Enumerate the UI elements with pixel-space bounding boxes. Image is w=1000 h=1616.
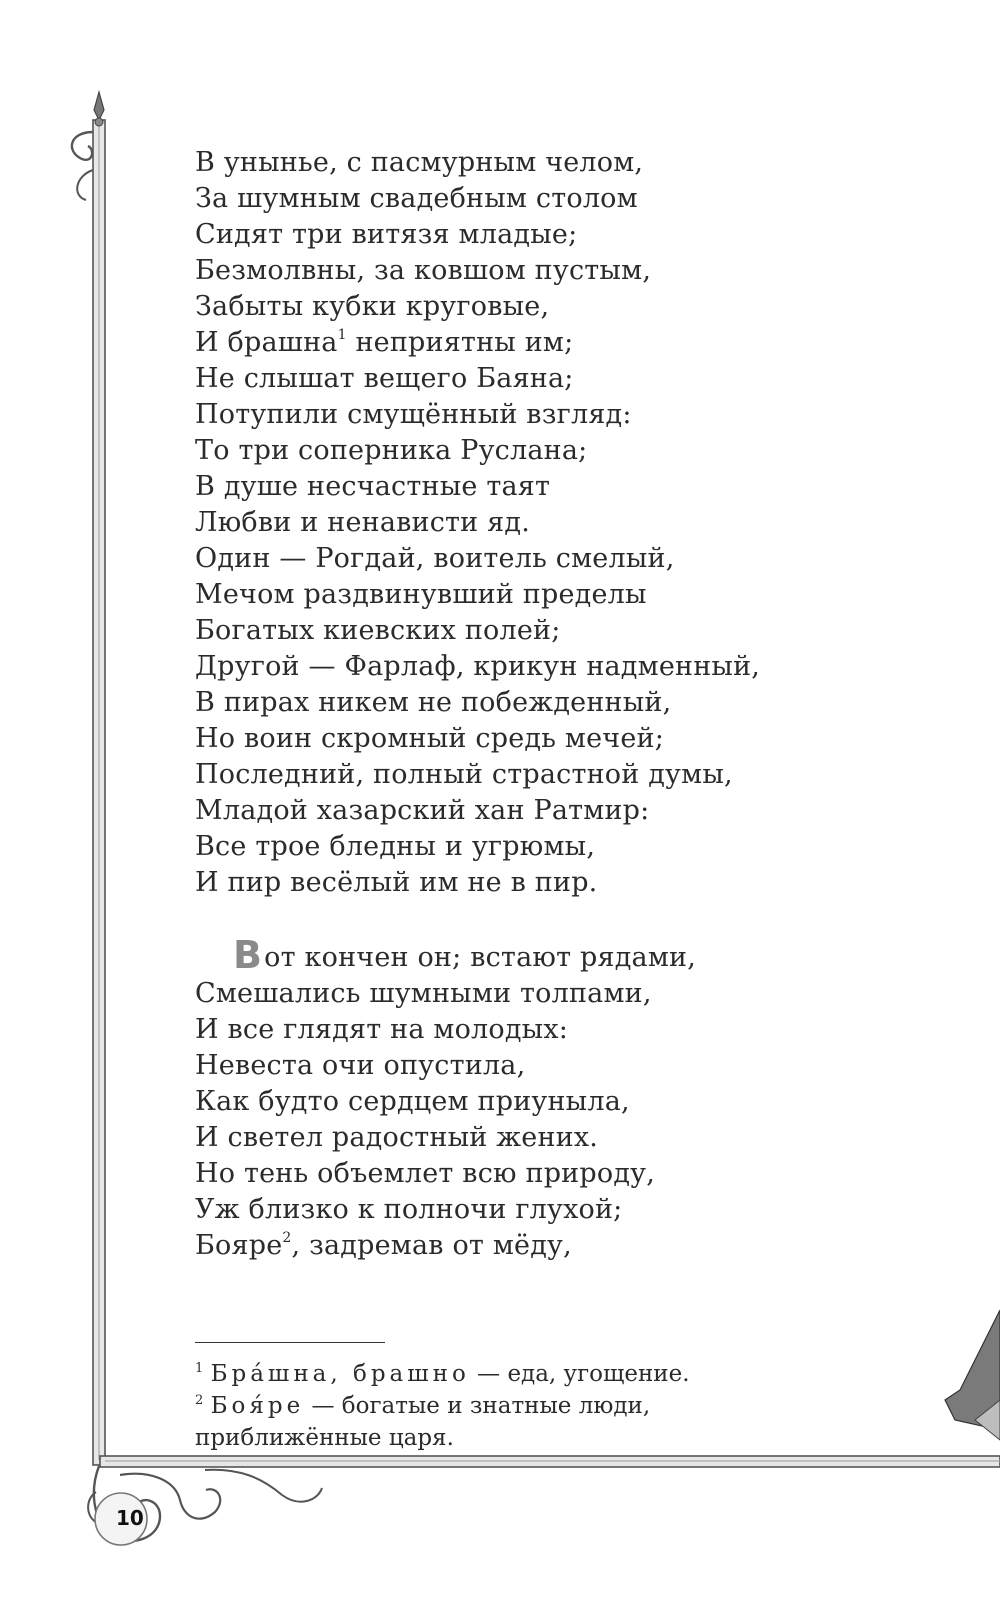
footnote-ref: 2 [282,1230,292,1246]
poem-line-part: И брашна [195,327,338,358]
poem-line: Потупили смущённый взгляд: [195,399,632,430]
poem-line: Но тень объемлет всю природу, [195,1158,656,1189]
footnote-term: Боя́ре [210,1393,305,1419]
poem-line: То три соперника Руслана; [195,435,588,466]
poem-line: Уж близко к полночи глухой; [195,1194,623,1225]
poem-line: Смешались шумными толпами, [195,978,652,1009]
footnote-definition: — богатые и знатные люди, [304,1393,651,1419]
poem-line-drop-cap [195,933,875,977]
poem-line: Все трое бледны и угрюмы, [195,831,596,862]
poem-line: И пир весёлый им не в пир. [195,867,598,898]
footnote-divider [195,1342,385,1343]
stanza-gap [195,901,875,937]
poem-text [195,145,875,1264]
poem-line: В унынье, с пасмурным челом, [195,147,644,178]
poem-line: В душе несчастные таят [195,471,551,502]
poem-line: Один — Рогдай, воитель смелый, [195,543,675,574]
footnote-marker: 1 [195,1361,204,1376]
footnotes [195,1358,835,1454]
poem-line: За шумным свадебным столом [195,183,638,214]
poem-line: Сидят три витязя младые; [195,219,578,250]
poem-line: Богатых киевских полей; [195,615,561,646]
footnote-ref: 1 [337,327,347,343]
poem-line-part: Бояре [195,1230,283,1261]
footnote-1 [195,1358,835,1390]
footnote-term: Бра́шна, брашно [210,1361,470,1387]
poem-line: Не слышат вещего Баяна; [195,363,574,394]
poem-line-part: от кончен он; встают рядами, [264,942,697,973]
poem-line: Забыты кубки круговые, [195,291,550,322]
footnote-2-continuation: приближённые царя. [195,1425,454,1451]
poem-line: Любви и ненависти яд. [195,507,530,538]
poem-line: Но воин скромный средь мечей; [195,723,665,754]
poem-line: Младой хазарский хан Ратмир: [195,795,650,826]
poem-line: Другой — Фарлаф, крикун надменный, [195,651,761,682]
poem-line: В пирах никем не побежденный, [195,687,672,718]
poem-line-part: , задремав от мёду, [291,1230,572,1261]
poem-line-with-footnote [195,1228,875,1264]
poem-line: И светел радостный жених. [195,1122,599,1153]
poem-line: Безмолвны, за ковшом пустым, [195,255,652,286]
poem-line: Последний, полный страстной думы, [195,759,733,790]
footnote-2 [195,1390,835,1422]
poem-line-with-footnote [195,325,875,361]
page-number: 10 [116,1506,144,1530]
poem-line-part: неприятны им; [346,327,574,358]
poem-line: Невеста очи опустила, [195,1050,526,1081]
poem-line: И все глядят на молодых: [195,1014,569,1045]
poem-line: Как будто сердцем приуныла, [195,1086,630,1117]
footnote-definition: — еда, угощение. [469,1361,690,1387]
poem-line: Мечом раздвинувший пределы [195,579,647,610]
footnote-marker: 2 [195,1393,204,1408]
drop-cap: В [233,933,263,977]
